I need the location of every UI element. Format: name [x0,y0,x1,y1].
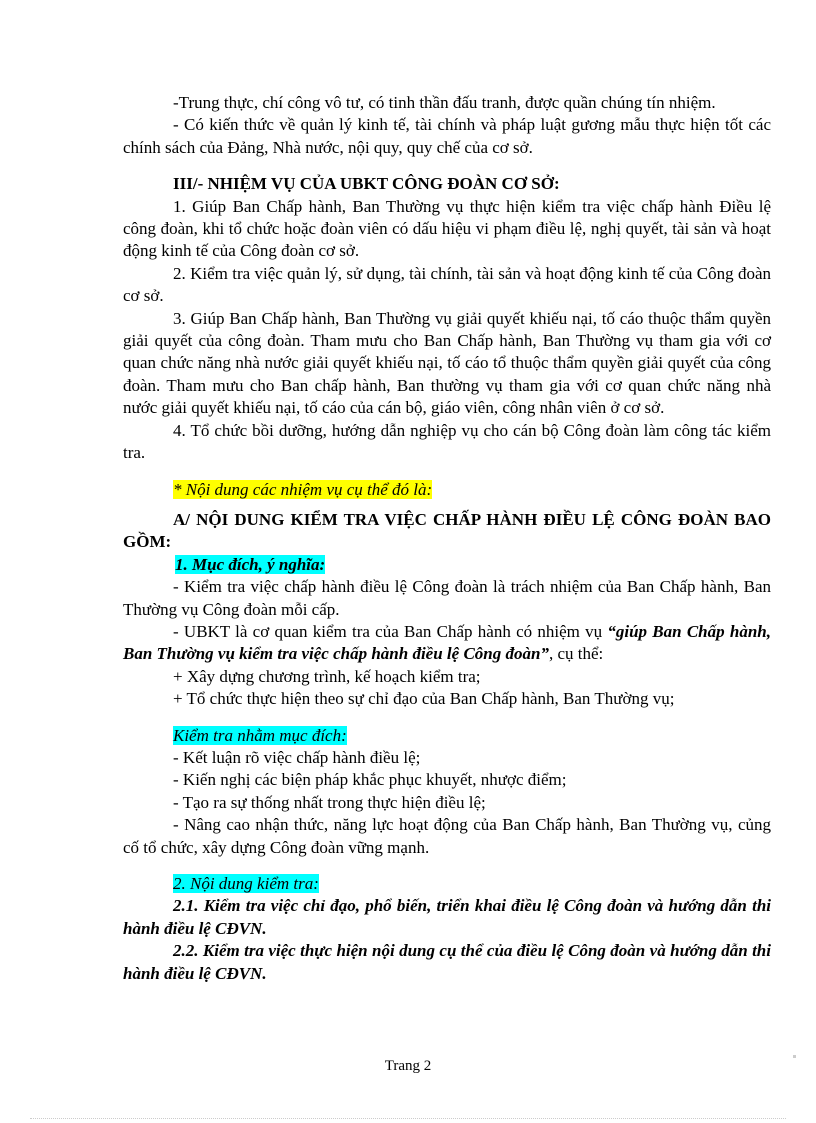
page-bottom-divider [30,1118,786,1119]
document-page [123,92,771,985]
plus-item-2: + Tổ chức thực hiện theo sự chỉ đạo của Ban Chấp hành, Ban Thường vụ; [173,689,675,709]
aim-item-2: - Kiến nghị các biện pháp khắc phục khuyết, nhược điểm; [173,770,567,790]
section-heading-iii: III/- NHIỆM VỤ CỦA UBKT CÔNG ĐOÀN CƠ SỞ: [173,174,560,194]
duty-item-1: 1. Giúp Ban Chấp hành, Ban Thường vụ thực hiện kiểm tra việc chấp hành Điều lệ công đoàn, khi tổ chức hoặc đoàn viên có dấu hiệu vi phạm điều lệ, nghị quyết, tài sản và hoạt động kinh tế của Công đoàn cơ sở. [123,196,771,261]
aim-item-1: - Kết luận rõ việc chấp hành điều lệ; [173,747,421,767]
duty-item-2: 2. Kiểm tra việc quản lý, sử dụng, tài chính, tài sản và hoạt động kinh tế của Công đoàn cơ sở. [123,263,771,306]
section-heading-a: A/ NỘI DUNG KIỂM TRA VIỆC CHẤP HÀNH ĐIỀU LỆ CÔNG ĐOÀN BAO GỒM: [123,509,771,552]
aim-item-4: - Nâng cao nhận thức, năng lực hoạt động của Ban Chấp hành, Ban Thường vụ, củng cố tổ chức, xây dựng Công đoàn vững mạnh. [123,815,771,857]
purpose-highlight: 1. Mục đích, ý nghĩa: [175,554,326,574]
page-number: Trang 2 [384,1058,432,1074]
subheading-purpose [123,554,771,576]
aim-item-3: - Tạo ra sự thống nhất trong thực hiện điều lệ; [173,792,486,812]
plus-item-1: + Xây dựng chương trình, kế hoạch kiểm tra; [173,666,481,686]
content-highlight: 2. Nội dung kiểm tra: [173,874,319,893]
aim-highlight: Kiểm tra nhằm mục đích: [173,725,347,745]
content-item-2-1: 2.1. Kiểm tra việc chỉ đạo, phổ biến, triển khai điều lệ Công đoàn và hướng dẫn thi hành điều lệ CĐVN. [123,896,771,938]
quoted-duty: “giúp Ban Chấp hành, Ban Thường vụ kiểm tra việc chấp hành điều lệ Công đoàn” [123,621,771,664]
duty-item-3: 3. Giúp Ban Chấp hành, Ban Thường vụ giải quyết khiếu nại, tố cáo thuộc thẩm quyền giải quyết của công đoàn. Tham mưu cho Ban Chấp hành, Ban Thường vụ tham gia với cơ quan chức năng nhà nước giải quyết khiếu nại, tố cáo tổ thuộc thẩm quyền giải quyết của công đoàn. Tham mưu cho Ban chấp hành, Ban thường vụ tham gia với cơ quan chức năng nhà nước giải quyết khiếu nại, tố cáo của cán bộ, giáo viên, công nhân viên ở cơ sở. [123,308,771,418]
paragraph-knowledge: - Có kiến thức về quản lý kinh tế, tài chính và pháp luật gương mẫu thực hiện tốt các chính sách của Đảng, Nhà nước, nội quy, quy chế của cơ sở. [123,115,771,157]
purpose-paragraph-2: - UBKT là cơ quan kiểm tra của Ban Chấp hành có nhiệm vụ “giúp Ban Chấp hành, Ban Thường vụ kiểm tra việc chấp hành điều lệ Công đoàn”, cụ thể: [123,621,771,664]
duty-item-4: 4. Tổ chức bồi dưỡng, hướng dẫn nghiệp vụ cho cán bộ Công đoàn làm công tác kiểm tra. [123,420,771,463]
tasks-note-highlight: * Nội dung các nhiệm vụ cụ thể đó là: [173,479,433,499]
content-item-2-2: 2.2. Kiểm tra việc thực hiện nội dung cụ thể của điều lệ Công đoàn và hướng dẫn thi hành điều lệ CĐVN. [123,941,771,983]
purpose-paragraph-1: - Kiểm tra việc chấp hành điều lệ Công đoàn là trách nhiệm của Ban Chấp hành, Ban Thường vụ Công đoàn mỗi cấp. [123,577,771,619]
aim-heading [123,725,771,747]
paragraph-honesty: -Trung thực, chí công vô tư, có tinh thần đấu tranh, được quần chúng tín nhiệm. [173,93,716,112]
content-heading [123,873,771,895]
tasks-note [123,479,771,501]
corner-mark [793,1055,796,1058]
